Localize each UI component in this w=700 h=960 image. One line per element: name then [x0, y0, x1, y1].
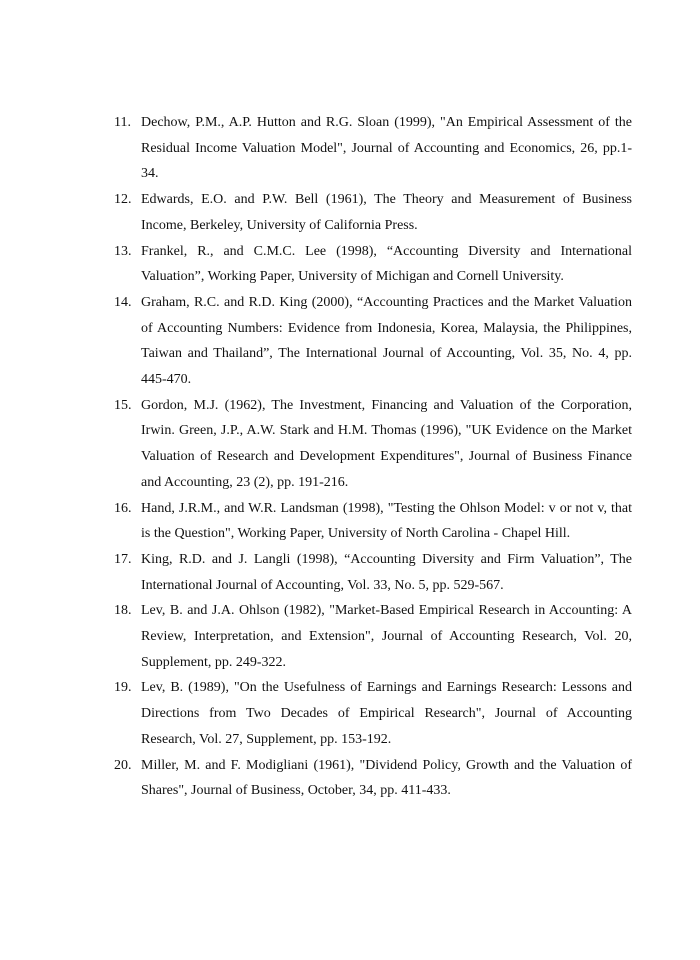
reference-number: 17.	[114, 551, 132, 567]
reference-text: Lev, B. and J.A. Ohlson (1982), "Market-Based Empirical Research in Accounting: A Review, Interpretation, and Extension", Journal of Accounting Research, Vol. 20, Supplement, pp. 249-322.	[141, 603, 632, 670]
reference-item	[114, 393, 632, 496]
reference-number: 18.	[114, 603, 132, 619]
reference-item	[114, 753, 632, 804]
reference-number: 11.	[114, 115, 131, 130]
reference-item	[114, 675, 632, 752]
reference-item	[114, 187, 632, 238]
reference-item	[114, 598, 632, 675]
reference-text: Lev, B. (1989), "On the Usefulness of Earnings and Earnings Research: Lessons and Directions from Two Decades of Empirical Research", Journal of Accounting Research, Vol. 27, Supplement, pp. 153-192.	[141, 680, 632, 747]
reference-list	[114, 110, 632, 804]
reference-number: 13.	[114, 243, 132, 259]
reference-text: Gordon, M.J. (1962), The Investment, Financing and Valuation of the Corporation, Irwin. Green, J.P., A.W. Stark and H.M. Thomas (1996), "UK Evidence on the Market Valuation of Research and Development Expenditures", Journal of Business Finance and Accounting, 23 (2), pp. 191-216.	[141, 397, 632, 490]
reference-item	[114, 547, 632, 598]
reference-text: Edwards, E.O. and P.W. Bell (1961), The Theory and Measurement of Business Income, Berkeley, University of California Press.	[141, 192, 632, 233]
reference-text: Hand, J.R.M., and W.R. Landsman (1998), "Testing the Ohlson Model: v or not v, that is the Question", Working Paper, University of North Carolina - Chapel Hill.	[141, 500, 632, 542]
reference-number: 12.	[114, 192, 132, 208]
reference-text: Miller, M. and F. Modigliani (1961), "Dividend Policy, Growth and the Valuation of Shares", Journal of Business, October, 34, pp. 411-433.	[141, 757, 632, 799]
reference-number: 14.	[114, 294, 132, 310]
reference-number: 20.	[114, 757, 132, 773]
reference-item	[114, 496, 632, 547]
reference-number: 19.	[114, 680, 132, 696]
reference-number: 15.	[114, 397, 132, 413]
reference-text: King, R.D. and J. Langli (1998), “Accounting Diversity and Firm Valuation”, The International Journal of Accounting, Vol. 33, No. 5, pp. 529-567.	[141, 551, 632, 593]
reference-item	[114, 239, 632, 290]
reference-text: Dechow, P.M., A.P. Hutton and R.G. Sloan (1999), "An Empirical Assessment of the Residual Income Valuation Model", Journal of Accounting and Economics, 26, pp.1-34.	[141, 115, 632, 182]
reference-number: 16.	[114, 500, 132, 516]
reference-text: Frankel, R., and C.M.C. Lee (1998), “Accounting Diversity and International Valuation”, Working Paper, University of Michigan and Cornell University.	[141, 243, 632, 285]
reference-text: Graham, R.C. and R.D. King (2000), “Accounting Practices and the Market Valuation of Accounting Numbers: Evidence from Indonesia, Korea, Malaysia, the Philippines, Taiwan and Thailand”, The International Journal of Accounting, Vol. 35, No. 4, pp. 445-470.	[141, 294, 632, 388]
reference-item	[114, 110, 632, 187]
reference-item	[114, 290, 632, 393]
